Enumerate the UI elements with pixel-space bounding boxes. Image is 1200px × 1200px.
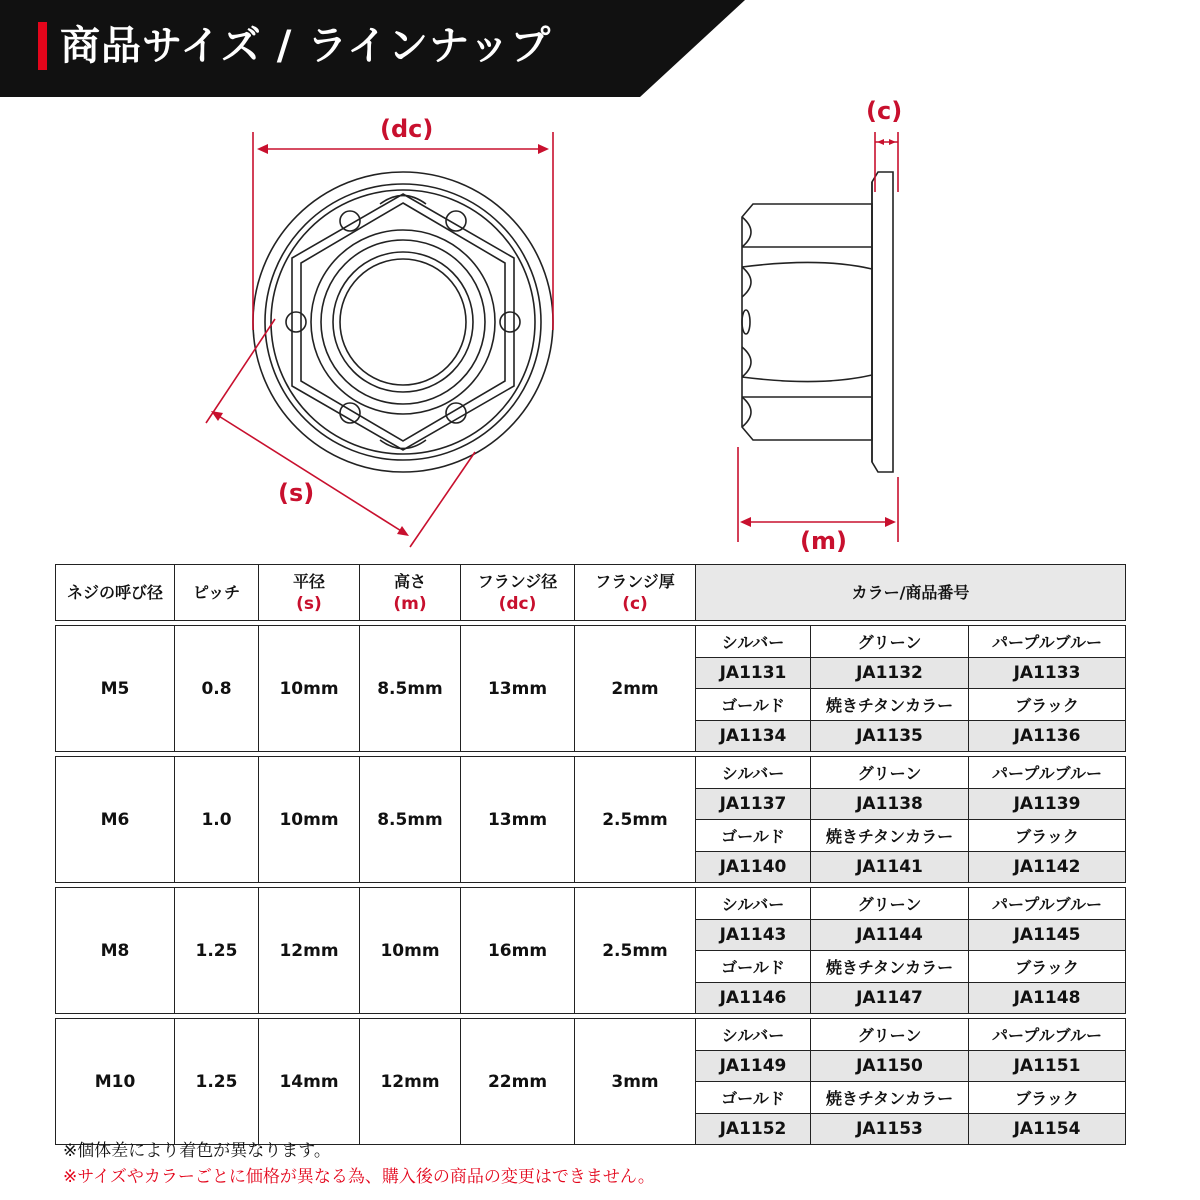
cell-size: M5 (56, 626, 175, 752)
table-row (56, 626, 1126, 658)
product-code: JA1153 (811, 1113, 969, 1145)
table-row (56, 1019, 1126, 1051)
color-name: パープルブルー (969, 626, 1126, 658)
header-c: フランジ厚 (c) (575, 565, 696, 621)
nut-drawing-svg (0, 97, 1200, 560)
color-name: パープルブルー (969, 1019, 1126, 1051)
color-name: ゴールド (696, 951, 811, 983)
cell-m: 10mm (360, 888, 461, 1014)
color-name: グリーン (811, 626, 969, 658)
header-s: 平径 (s) (259, 565, 360, 621)
note-color-variance: ※個体差により着色が異なります。 (63, 1141, 331, 1161)
product-code: JA1135 (811, 720, 969, 752)
color-name: ブラック (969, 820, 1126, 852)
cell-pitch: 1.25 (175, 1019, 259, 1145)
cell-size: M6 (56, 757, 175, 883)
banner-accent-bar (38, 22, 47, 70)
color-name: シルバー (696, 1019, 811, 1051)
cell-s: 10mm (259, 626, 360, 752)
cell-pitch: 0.8 (175, 626, 259, 752)
cell-size: M10 (56, 1019, 175, 1145)
color-name: ゴールド (696, 689, 811, 721)
product-code: JA1146 (696, 982, 811, 1014)
color-name: パープルブルー (969, 757, 1126, 789)
color-name: シルバー (696, 626, 811, 658)
front-view (253, 172, 553, 472)
cell-m: 8.5mm (360, 757, 461, 883)
product-code: JA1133 (969, 657, 1126, 689)
product-code: JA1132 (811, 657, 969, 689)
cell-pitch: 1.25 (175, 888, 259, 1014)
color-name: ブラック (969, 951, 1126, 983)
cell-c: 3mm (575, 1019, 696, 1145)
cell-s: 10mm (259, 757, 360, 883)
cell-c: 2.5mm (575, 888, 696, 1014)
product-code: JA1144 (811, 919, 969, 951)
dim-label-s: (s) (278, 479, 315, 507)
cell-m: 8.5mm (360, 626, 461, 752)
dim-label-c: (c) (866, 97, 903, 125)
header-size: ネジの呼び径 (56, 565, 175, 621)
side-view (742, 172, 893, 472)
nut-diagram (0, 97, 1200, 560)
cell-dc: 13mm (461, 757, 575, 883)
color-name: 焼きチタンカラー (811, 820, 969, 852)
product-code: JA1150 (811, 1050, 969, 1082)
product-code: JA1139 (969, 788, 1126, 820)
product-code: JA1145 (969, 919, 1126, 951)
color-name: グリーン (811, 757, 969, 789)
color-name: 焼きチタンカラー (811, 951, 969, 983)
product-code: JA1142 (969, 851, 1126, 883)
color-name: パープルブルー (969, 888, 1126, 920)
color-name: シルバー (696, 888, 811, 920)
color-name: グリーン (811, 888, 969, 920)
cell-pitch: 1.0 (175, 757, 259, 883)
table-header-row (56, 565, 1126, 621)
product-code: JA1148 (969, 982, 1126, 1014)
product-code: JA1151 (969, 1050, 1126, 1082)
page-title: 商品サイズ / ラインナップ (60, 23, 552, 69)
product-code: JA1134 (696, 720, 811, 752)
header-pitch: ピッチ (175, 565, 259, 621)
table-row (56, 888, 1126, 920)
cell-dc: 13mm (461, 626, 575, 752)
cell-dc: 16mm (461, 888, 575, 1014)
product-code: JA1137 (696, 788, 811, 820)
cell-c: 2mm (575, 626, 696, 752)
cell-s: 14mm (259, 1019, 360, 1145)
color-name: シルバー (696, 757, 811, 789)
product-code: JA1141 (811, 851, 969, 883)
product-code: JA1138 (811, 788, 969, 820)
color-name: 焼きチタンカラー (811, 689, 969, 721)
product-code: JA1143 (696, 919, 811, 951)
color-name: ゴールド (696, 820, 811, 852)
cell-m: 12mm (360, 1019, 461, 1145)
product-code: JA1152 (696, 1113, 811, 1145)
table-row (56, 757, 1126, 789)
product-code: JA1149 (696, 1050, 811, 1082)
dim-label-dc: (dc) (380, 115, 434, 143)
note-no-exchange: ※サイズやカラーごとに価格が異なる為、購入後の商品の変更はできません。 (63, 1167, 655, 1187)
product-code: JA1140 (696, 851, 811, 883)
color-name: ブラック (969, 1082, 1126, 1114)
header-m: 高さ (m) (360, 565, 461, 621)
color-name: グリーン (811, 1019, 969, 1051)
header-banner (0, 0, 1200, 97)
cell-size: M8 (56, 888, 175, 1014)
header-dc: フランジ径 (dc) (461, 565, 575, 621)
cell-s: 12mm (259, 888, 360, 1014)
product-code: JA1147 (811, 982, 969, 1014)
product-code: JA1154 (969, 1113, 1126, 1145)
color-name: ブラック (969, 689, 1126, 721)
cell-dc: 22mm (461, 1019, 575, 1145)
header-color: カラー/商品番号 (696, 565, 1126, 621)
dim-label-m: (m) (800, 527, 847, 555)
spec-table (55, 564, 1126, 1145)
color-name: ゴールド (696, 1082, 811, 1114)
color-name: 焼きチタンカラー (811, 1082, 969, 1114)
cell-c: 2.5mm (575, 757, 696, 883)
product-code: JA1131 (696, 657, 811, 689)
product-code: JA1136 (969, 720, 1126, 752)
